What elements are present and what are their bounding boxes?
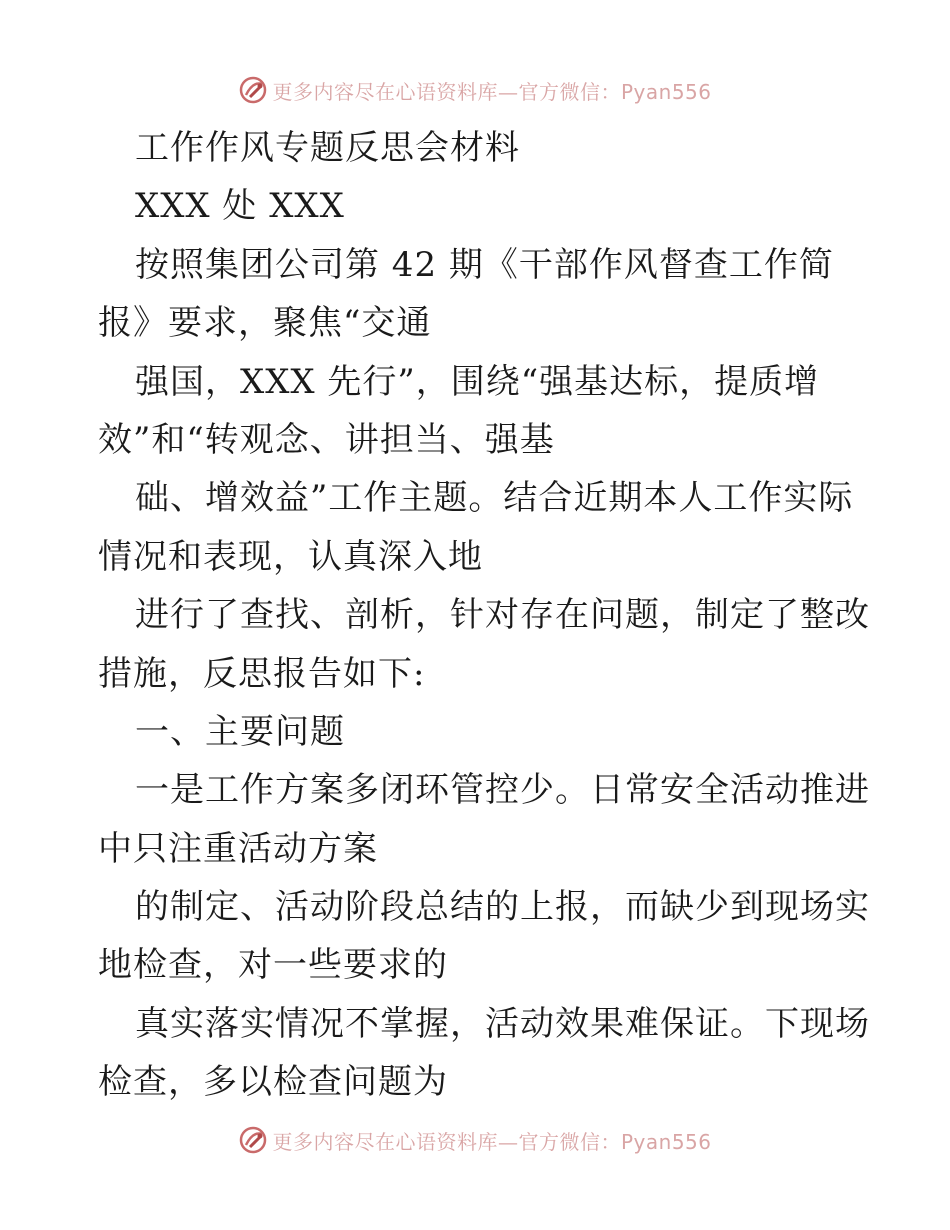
paragraph-line: 情况和表现，认真深入地 bbox=[98, 536, 483, 577]
watermark-text bbox=[272, 76, 711, 105]
paragraph-line: 措施，反思报告如下: bbox=[98, 653, 426, 694]
paragraph-line: 检查，多以检查问题为 bbox=[98, 1062, 448, 1103]
document-body bbox=[98, 119, 870, 1112]
watermark-prefix: 更多内容尽在心语资料库—官方微信： bbox=[272, 79, 621, 104]
paragraph-line: 效”和“转观念、讲担当、强基 bbox=[98, 419, 555, 460]
watermark-prefix: 更多内容尽在心语资料库—官方微信： bbox=[272, 1129, 621, 1154]
paragraph-line: 中只注重活动方案 bbox=[98, 828, 378, 869]
paragraph-line: 真实落实情况不掌握，活动效果难保证。下现场 bbox=[135, 1003, 870, 1044]
brand-logo-icon bbox=[238, 1125, 268, 1155]
paragraph-line: 进行了查找、剖析，针对存在问题，制定了整改 bbox=[135, 595, 870, 636]
document-author: XXX 处 XXX bbox=[135, 186, 345, 227]
paragraph-line: 一是工作方案多闭环管控少。日常安全活动推进 bbox=[135, 770, 870, 811]
paragraph-line: 报》要求，聚焦“交通 bbox=[98, 303, 432, 344]
paragraph-line: 础、增效益”工作主题。结合近期本人工作实际 bbox=[135, 478, 854, 519]
paragraph-line: 的制定、活动阶段总结的上报，而缺少到现场实 bbox=[135, 887, 870, 928]
watermark-wechat-id: Pyan556 bbox=[620, 1129, 712, 1154]
brand-logo-icon bbox=[238, 75, 268, 105]
paragraph-line: 按照集团公司第 42 期《干部作风督查工作简 bbox=[135, 244, 834, 285]
watermark-text bbox=[272, 1126, 711, 1155]
document-title: 工作作风专题反思会材料 bbox=[135, 128, 520, 168]
header-watermark bbox=[0, 70, 950, 110]
paragraph-line: 地检查，对一些要求的 bbox=[98, 945, 448, 986]
watermark-wechat-id: Pyan556 bbox=[620, 79, 712, 104]
footer-watermark bbox=[0, 1120, 950, 1160]
section-heading: 一、主要问题 bbox=[135, 711, 345, 752]
paragraph-line: 强国，XXX 先行”，围绕“强基达标，提质增 bbox=[135, 361, 820, 402]
